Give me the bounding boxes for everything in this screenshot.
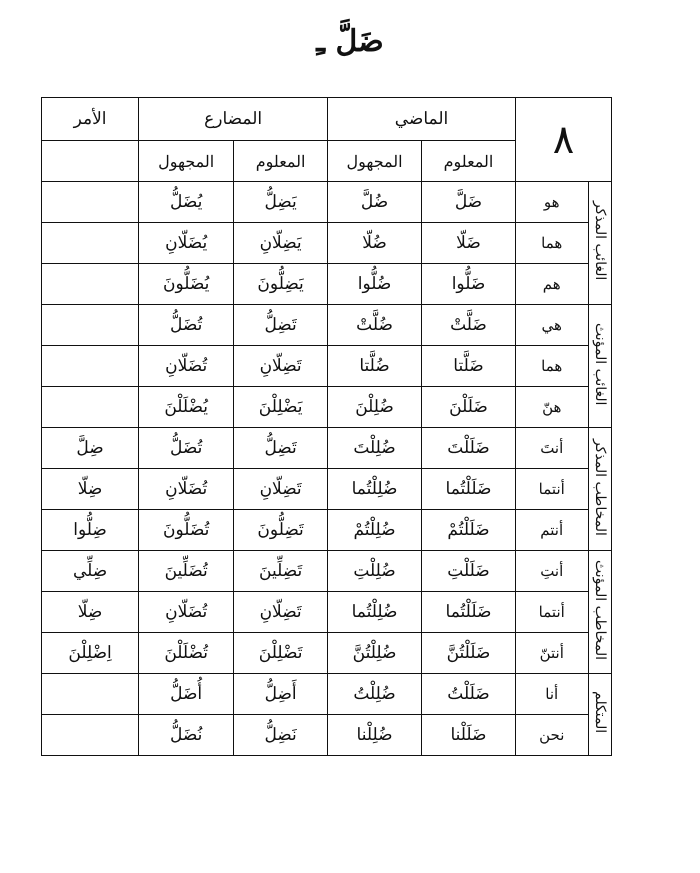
cell-madi-maloom: ضَلَلْتُمْ: [422, 510, 516, 551]
cell-pronoun: أنتنّ: [515, 633, 588, 674]
cell-mudari-majhool: يُضَلُّونَ: [139, 264, 234, 305]
header-amr: الأمر: [42, 98, 139, 141]
table-row: [42, 223, 612, 264]
cell-madi-majhool: ضُلِلْتِ: [328, 551, 422, 592]
cell-amr: [42, 264, 139, 305]
group-label-text: الغائب المذكر: [591, 201, 608, 281]
cell-mudari-maloom: تَضِلّانِ: [234, 346, 328, 387]
table-row: [42, 387, 612, 428]
cell-mudari-majhool: يُضَلُّ: [139, 182, 234, 223]
cell-pronoun: هو: [515, 182, 588, 223]
cell-amr: ضِلَّ: [42, 428, 139, 469]
cell-mudari-majhool: تُضَلُّ: [139, 428, 234, 469]
cell-pronoun: أنتما: [515, 592, 588, 633]
cell-mudari-majhool: تُضَلُّونَ: [139, 510, 234, 551]
cell-amr: [42, 387, 139, 428]
cell-amr: [42, 346, 139, 387]
cell-madi-majhool: ضُلِلْتُما: [328, 592, 422, 633]
cell-amr: ضِلُّوا: [42, 510, 139, 551]
cell-madi-majhool: ضُلِلْتُنَّ: [328, 633, 422, 674]
cell-madi-maloom: ضَلَلْتُما: [422, 592, 516, 633]
cell-pronoun: هي: [515, 305, 588, 346]
cell-pronoun: أنتِ: [515, 551, 588, 592]
group-label: [588, 428, 611, 551]
cell-madi-maloom: ضَلَلْنَ: [422, 387, 516, 428]
group-label-text: المتكلم: [591, 691, 608, 734]
header-row-1: [42, 98, 612, 141]
table-row: [42, 346, 612, 387]
cell-mudari-majhool: تُضْلَلْنَ: [139, 633, 234, 674]
cell-mudari-majhool: تُضَلِّينَ: [139, 551, 234, 592]
header-madi-maloom: المعلوم: [422, 141, 516, 182]
cell-mudari-maloom: تَضِلّانِ: [234, 469, 328, 510]
cell-pronoun: أنتما: [515, 469, 588, 510]
cell-mudari-majhool: يُضَلّانِ: [139, 223, 234, 264]
header-amr-blank: [42, 141, 139, 182]
group-label: [588, 551, 611, 674]
header-mudari-maloom: المعلوم: [234, 141, 328, 182]
cell-madi-majhool: ضُلُّوا: [328, 264, 422, 305]
cell-madi-majhool: ضُلَّتا: [328, 346, 422, 387]
cell-amr: [42, 305, 139, 346]
table-row: [42, 510, 612, 551]
table-row: [42, 592, 612, 633]
group-label: [588, 305, 611, 428]
cell-mudari-maloom: أَضِلُّ: [234, 674, 328, 715]
cell-amr: ضِلّا: [42, 592, 139, 633]
cell-pronoun: هما: [515, 223, 588, 264]
cell-madi-maloom: ضَلَلْتُما: [422, 469, 516, 510]
header-madi: الماضي: [328, 98, 516, 141]
table-row: [42, 469, 612, 510]
cell-pronoun: أنتم: [515, 510, 588, 551]
cell-mudari-maloom: تَضِلُّونَ: [234, 510, 328, 551]
cell-mudari-majhool: تُضَلُّ: [139, 305, 234, 346]
group-label: [588, 182, 611, 305]
header-mudari: المضارع: [139, 98, 328, 141]
table-row: [42, 551, 612, 592]
conjugation-table: [41, 97, 612, 756]
cell-madi-maloom: ضَلّا: [422, 223, 516, 264]
group-label-text: الغائب المؤنث: [591, 322, 608, 406]
cell-amr: [42, 674, 139, 715]
cell-mudari-majhool: أُضَلُّ: [139, 674, 234, 715]
cell-mudari-maloom: يَضِلّانِ: [234, 223, 328, 264]
cell-amr: اِضْلِلْنَ: [42, 633, 139, 674]
cell-madi-maloom: ضَلَلْتُنَّ: [422, 633, 516, 674]
table-row: [42, 182, 612, 223]
cell-mudari-maloom: تَضِلُّ: [234, 428, 328, 469]
header-madi-majhool: المجهول: [328, 141, 422, 182]
cell-madi-majhool: ضُلّا: [328, 223, 422, 264]
cell-mudari-maloom: تَضِلِّينَ: [234, 551, 328, 592]
group-label-text: المخاطب المذكر: [591, 438, 608, 536]
table-row: [42, 674, 612, 715]
table-row: [42, 305, 612, 346]
cell-madi-majhool: ضُلِلْتُ: [328, 674, 422, 715]
cell-pronoun: أنتَ: [515, 428, 588, 469]
cell-amr: ضِلّا: [42, 469, 139, 510]
cell-pronoun: هنّ: [515, 387, 588, 428]
cell-mudari-maloom: نَضِلُّ: [234, 715, 328, 756]
cell-amr: [42, 715, 139, 756]
cell-amr: [42, 223, 139, 264]
cell-mudari-majhool: نُضَلُّ: [139, 715, 234, 756]
cell-madi-maloom: ضَلَّتا: [422, 346, 516, 387]
cell-pronoun: أنا: [515, 674, 588, 715]
cell-mudari-maloom: يَضْلِلْنَ: [234, 387, 328, 428]
cell-mudari-maloom: يَضِلُّونَ: [234, 264, 328, 305]
cell-madi-majhool: ضُلِلْتُمْ: [328, 510, 422, 551]
header-mudari-majhool: المجهول: [139, 141, 234, 182]
table-row: [42, 428, 612, 469]
cell-madi-majhool: ضُلِلْتَ: [328, 428, 422, 469]
cell-madi-maloom: ضَلَلْتَ: [422, 428, 516, 469]
cell-madi-majhool: ضُلِلْتُما: [328, 469, 422, 510]
cell-mudari-maloom: تَضِلُّ: [234, 305, 328, 346]
cell-madi-majhool: ضُلِلْنَ: [328, 387, 422, 428]
cell-madi-maloom: ضَلَّتْ: [422, 305, 516, 346]
cell-madi-maloom: ضَلَلْتُ: [422, 674, 516, 715]
cell-mudari-maloom: يَضِلُّ: [234, 182, 328, 223]
group-label-text: المخاطب المؤنث: [591, 559, 608, 661]
group-label: [588, 674, 611, 756]
cell-mudari-majhool: تُضَلّانِ: [139, 346, 234, 387]
cell-madi-maloom: ضَلَلْنا: [422, 715, 516, 756]
cell-mudari-maloom: تَضْلِلْنَ: [234, 633, 328, 674]
cell-amr: ضِلِّي: [42, 551, 139, 592]
cell-mudari-maloom: تَضِلّانِ: [234, 592, 328, 633]
table-row: [42, 264, 612, 305]
cell-mudari-majhool: يُضْلَلْنَ: [139, 387, 234, 428]
cell-madi-maloom: ضَلُّوا: [422, 264, 516, 305]
cell-madi-majhool: ضُلَّتْ: [328, 305, 422, 346]
cell-madi-majhool: ضُلِلْنا: [328, 715, 422, 756]
cell-madi-majhool: ضُلَّ: [328, 182, 422, 223]
cell-pronoun: هم: [515, 264, 588, 305]
cell-mudari-majhool: تُضَلّانِ: [139, 469, 234, 510]
table-number: ٨: [515, 98, 611, 182]
table-row: [42, 633, 612, 674]
cell-pronoun: نحن: [515, 715, 588, 756]
cell-madi-maloom: ضَلَلْتِ: [422, 551, 516, 592]
cell-mudari-majhool: تُضَلّانِ: [139, 592, 234, 633]
cell-pronoun: هما: [515, 346, 588, 387]
page-title: ضَلَّ ـِ: [316, 24, 384, 59]
table-row: [42, 715, 612, 756]
cell-madi-maloom: ضَلَّ: [422, 182, 516, 223]
cell-amr: [42, 182, 139, 223]
